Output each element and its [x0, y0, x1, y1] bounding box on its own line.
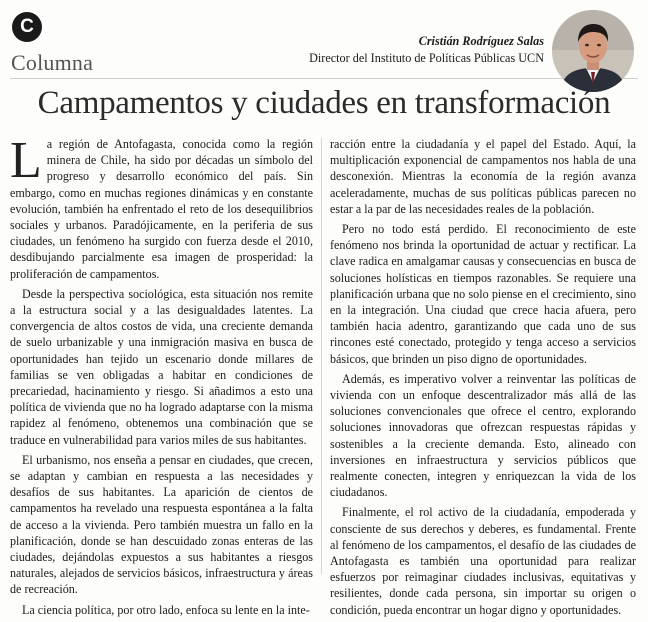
- article-column-left: [10, 132, 313, 622]
- author-role: Director del Instituto de Políticas Públicas UCN: [309, 51, 544, 65]
- paragraph: La región de Antofagasta, conocida como la región minera de Chile, ha sido por décadas un símbolo del progreso y desarrollo económico del país. Sin embargo, como en muchas regiones dinámicas y en constante evolución, también ha enfrentado el reto de los desequilibrios sociales y urbanos. Paradójicamente, en la periferia de sus ciudades, un fenómeno ha surgido con fuerza desde el 2010, desdibujando parcialmente esa imagen de prosperidad: la proliferación de campamentos.: [10, 132, 313, 281]
- paragraph: El urbanismo, nos enseña a pensar en ciudades, que crecen, se adaptan y cambian en respuesta a las necesidades y desafíos de sus habitantes. La aparición de cientos de campamentos ha revelado una respuesta espontánea a la falta de acceso a la vivienda. Pero también muestra un fallo en la planificación, donde se han descuidado zonas enteras de las ciudades, dejándolas expuestos a sus habitantes a riesgos naturales, alejados de servicios básicos, infraestructura y áreas de recreación.: [10, 452, 313, 597]
- drop-cap: L: [10, 132, 42, 189]
- paragraph: Además, es imperativo volver a reinventar las políticas de vivienda con un enfoque descentralizador más allá de las soluciones convencionales que ofrece el centro, explorando soluciones innovadoras que ofrezcan respuestas rápidas y sostenibles a la creciente demanda. Esto, alineado con inversiones en infraestructura y servicios públicos que realmente conecten, integren y enriquezcan la vida de los ciudadanos.: [330, 371, 636, 500]
- section-label: Columna: [11, 50, 94, 75]
- paragraph: La ciencia política, por otro lado, enfoca su lente en la inte-: [22, 602, 310, 617]
- paragraph: Finalmente, el rol activo de la ciudadanía, empoderada y consciente de sus derechos y deberes, es fundamental. Frente al fenómeno de los campamentos, el desafío de las ciudades de Antofagasta es también una oportunidad para realizar esfuerzos por reimaginar ciudades inclusivas, equitativas y resilientes, donde cada persona, sin importar su origen o condición, pueda encontrar un hogar digno y oportunidades.: [330, 505, 636, 617]
- column-divider: [321, 138, 322, 574]
- paragraph: Desde la perspectiva sociológica, esta situación nos remite a la estructura social y a las desigualdades latentes. La convergencia de altos costos de vida, una creciente demanda de suelo urbanizable y una inmigración masiva en busca de oportunidades han tejido un escenario donde millares de familias se ven obligadas a habitar en condiciones de precariedad, hacinamiento y riesgo. Si añadimos a esto una política de vivienda que no ha logrado adaptarse con la misma rapidez al fenómeno, obtenemos una combinación que se traduce en vulnerabilidad para varios miles de sus habitantes.: [10, 286, 313, 447]
- article-column-right: [330, 136, 636, 622]
- article-headline: Campamentos y ciudades en transformación: [37, 85, 611, 121]
- author-photo: [552, 10, 634, 92]
- paragraph: Pero no todo está perdido. El reconocimiento de este fenómeno nos brinda la oportunidad de actuar y rectificar. La clave radica en amalgamar causas y consecuencias en busca de soluciones holísticas en tiempos razonables. Se requiere una planificación urbana que no solo piense en el crecimiento, sino en la integración. Una ciudad que crece hacia afuera, pero también hacia adentro, garantizando que cada uno de sus rincones esté conectado, protegido y tenga acceso a servicios básicos, que brinden un piso digno de oportunidades.: [330, 222, 636, 366]
- paragraph: racción entre la ciudadanía y el papel del Estado. Aquí, la multiplicación exponencial de campamentos nos habla de una desconexión. Mientras la economía de la región avanza aceleradamente, muchas de sus políticas públicas parecen no estar a la par de las necesidades reales de la población.: [330, 137, 636, 216]
- header-divider: [10, 78, 638, 79]
- column-badge: C: [12, 12, 42, 42]
- author-name: Cristián Rodríguez Salas: [418, 34, 544, 48]
- author-byline: [309, 33, 544, 67]
